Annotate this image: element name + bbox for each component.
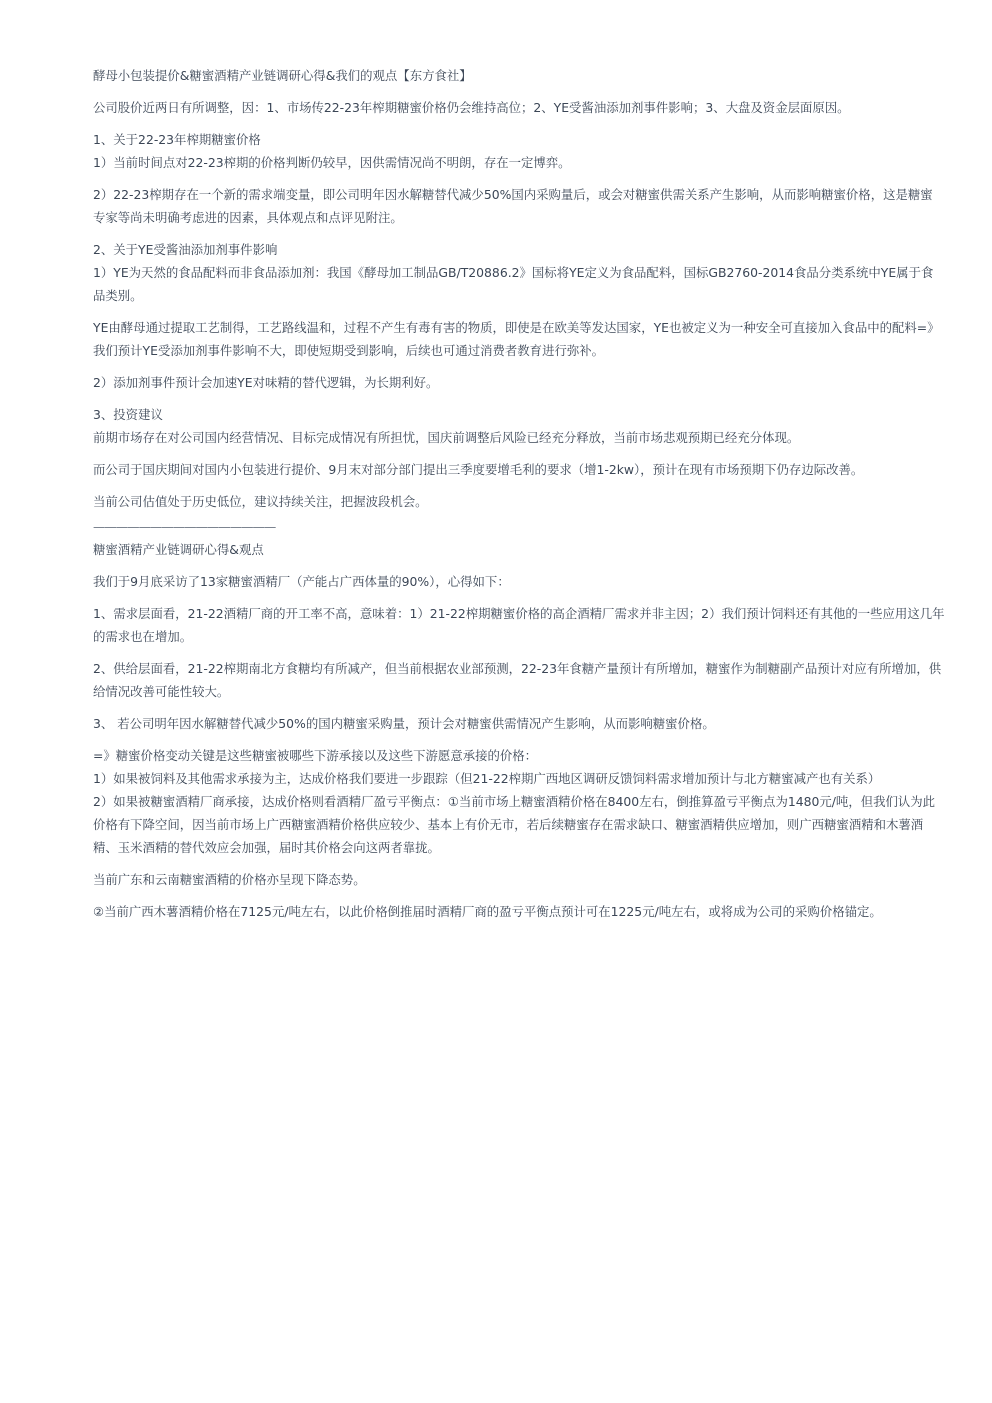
paragraph-alcohol-plant: 2）如果被糖蜜酒精厂商承接，达成价格则看酒精厂盈亏平衡点：①当前市场上糖蜜酒精价格在8400左右，倒推算盈亏平衡点为1480元/吨，但我们认为此价格有下降空间，因当前市场上广西糖蜜酒精价格供应较少、基本上有价无市，若后续糖蜜存在需求缺口、糖蜜酒精供应增加，则广西糖蜜酒精和木薯酒精、玉米酒精的替代效应会加强，届时其价格会向这两者靠拢。 (93, 794, 936, 855)
paragraph-guangdong-yunnan: 当前广东和云南糖蜜酒精的价格亦呈现下降态势。 (93, 872, 366, 887)
paragraph-supply: 2、供给层面看，21-22榨期南北方食糖均有所减产，但当前根据农业部预测，22-23年食糖产量预计有所增加，糖蜜作为制糖副产品预计对应有所增加，供给情况改善可能性较大。 (93, 661, 942, 699)
section-heading-survey: 糖蜜酒精产业链调研心得&观点 (93, 542, 264, 557)
paragraph-2-1: 1）YE为天然的食品配料而非食品添加剂：我国《酵母加工制品GB/T20886.2》国标将YE定义为食品配料，国标GB2760-2014食品分类系统中YE属于食品类别。 (93, 265, 934, 303)
paragraph-demand: 1、需求层面看，21-22酒精厂商的开工率不高，意味着：1）21-22榨期糖蜜价格的高企酒精厂需求并非主因；2）我们预计饲料还有其他的一些应用这几年的需求也在增加。 (93, 606, 945, 644)
paragraph-1-2: 2）22-23榨期存在一个新的需求端变量，即公司明年因水解糖替代减少50%国内采购量后，或会对糖蜜供需关系产生影响，从而影响糖蜜价格，这是糖蜜专家等尚未明确考虑进的因素，具体观点和点评见附注。 (93, 187, 933, 225)
paragraph-3-1: 前期市场存在对公司国内经营情况、目标完成情况有所担忧，国庆前调整后风险已经充分释放，当前市场悲观预期已经充分体现。 (93, 430, 800, 445)
paragraph-feed: 1）如果被饲料及其他需求承接为主，达成价格我们要进一步跟踪（但21-22榨期广西地区调研反馈饲料需求增加预计与北方糖蜜减产也有关系） (93, 771, 881, 786)
section-heading-2: 2、关于YE受酱油添加剂事件影响 (93, 242, 278, 257)
paragraph-2-1b: YE由酵母通过提取工艺制得，工艺路线温和，过程不产生有毒有害的物质，即使是在欧美等发达国家，YE也被定义为一种安全可直接加入食品中的配料=》我们预计YE受添加剂事件影响不大，即使短期受到影响，后续也可通过消费者教育进行弥补。 (93, 320, 940, 358)
separator-line: ———————————————— (93, 519, 276, 534)
paragraph-3-2: 而公司于国庆期间对国内小包装进行提价、9月末对部分部门提出三季度要增毛利的要求（增1-2kw），预计在现有市场预期下仍存边际改善。 (93, 462, 864, 477)
paragraph-survey-intro: 我们于9月底采访了13家糖蜜酒精厂（产能占广西体量的90%），心得如下： (93, 574, 510, 589)
document-body (93, 64, 945, 923)
paragraph-price-key: =》糖蜜价格变动关键是这些糖蜜被哪些下游承接以及这些下游愿意承接的价格： (93, 748, 538, 763)
paragraph-hydrolysis: 3、 若公司明年因水解糖替代减少50%的国内糖蜜采购量，预计会对糖蜜供需情况产生影响，从而影响糖蜜价格。 (93, 716, 715, 731)
section-heading-1: 1、关于22-23年榨期糖蜜价格 (93, 132, 261, 147)
document-title: 酵母小包装提价&糖蜜酒精产业链调研心得&我们的观点【东方食社】 (93, 68, 472, 83)
paragraph-1-1: 1）当前时间点对22-23榨期的价格判断仍较早，因供需情况尚不明朗，存在一定博弈。 (93, 155, 571, 170)
section-heading-3: 3、投资建议 (93, 407, 163, 422)
paragraph-3-3: 当前公司估值处于历史低位，建议持续关注，把握波段机会。 (93, 494, 428, 509)
paragraph-cassava: ②当前广西木薯酒精价格在7125元/吨左右，以此价格倒推届时酒精厂商的盈亏平衡点预计可在1225元/吨左右，或将成为公司的采购价格锚定。 (93, 904, 882, 919)
paragraph-2-2: 2）添加剂事件预计会加速YE对味精的替代逻辑，为长期利好。 (93, 375, 439, 390)
paragraph-intro: 公司股价近两日有所调整，因：1、市场传22-23年榨期糖蜜价格仍会维持高位；2、YE受酱油添加剂事件影响；3、大盘及资金层面原因。 (93, 100, 850, 115)
